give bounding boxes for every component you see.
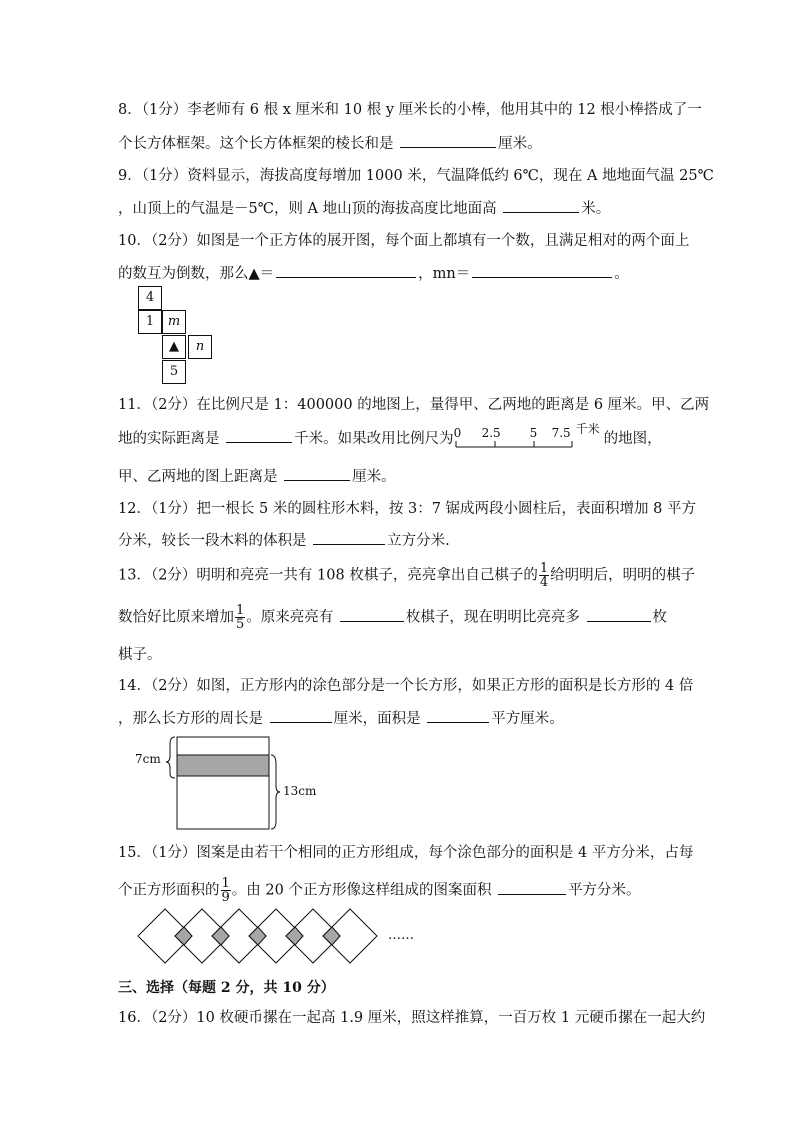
fraction: $\frac{1}{5}$ [236, 603, 245, 632]
q11-distance-blank[interactable] [226, 428, 292, 443]
q10-line2: 的数互为倒数，那么▲＝ ，mn＝ 。 [118, 263, 629, 284]
net-cell: 1 [138, 310, 162, 334]
cube-net-figure [138, 286, 218, 386]
net-cell: 4 [138, 286, 162, 310]
q13-liangliang-blank[interactable] [340, 607, 404, 622]
q14-line1: 14．（2分）如图，正方形内的涂色部分是一个长方形，如果正方形的面积是长方形的 4 倍 [118, 678, 694, 694]
q11-line2: 地的实际距离是 千米。如果改用比例尺为 0 2.5 5 7.5 千米 的地图， [118, 422, 662, 447]
net-cell: ▲ [162, 335, 186, 359]
q13-difference-blank[interactable] [587, 607, 651, 622]
scale-bar-lines [454, 429, 604, 449]
q8-line1: 8．（1分）李老师有 6 根 x 厘米和 10 根 y 厘米长的小棒，他用其中的 12 根小棒搭成了一 [118, 102, 702, 118]
q9-answer-blank[interactable] [503, 198, 579, 213]
diamond-pattern-figure [136, 906, 436, 970]
q13-line2: 数恰好比原来增加 $\frac{1}{5}$ 。原来亮亮有 枚棋子，现在明明比亮亮多 枚 [118, 603, 667, 632]
q8-answer-blank[interactable] [400, 133, 496, 148]
q12-volume-blank[interactable] [313, 530, 385, 545]
q9-line2: ，山顶上的气温是－5℃，则 A 地山顶的海拔高度比地面高 米。 [118, 198, 610, 219]
q14-perimeter-blank[interactable] [270, 708, 332, 723]
label-13cm: 13cm [283, 784, 317, 798]
q12-line2: 分米，较长一段木料的体积是 立方分米. [118, 530, 450, 551]
square-rectangle-figure [135, 734, 335, 834]
q13-line3: 棋子。 [118, 647, 162, 663]
scale-bar: 0 2.5 5 7.5 千米 [454, 429, 604, 449]
q14-area-blank[interactable] [427, 708, 489, 723]
q12-line1: 12．（1分）把一根长 5 米的圆柱形木料，按 3：7 锯成两段小圆柱后，表面积增加 8 平方 [118, 501, 696, 517]
q15-line2: 个正方形面积的 $\frac{1}{9}$ 。由 20 个正方形像这样组成的图案面积 平方分米。 [118, 876, 641, 905]
q13-line1: 13．（2分）明明和亮亮一共有 108 枚棋子，亮亮拿出自己棋子的 $\frac{1}{4}$ 给明明后，明明的棋子 [118, 561, 696, 590]
diamond-pattern [136, 906, 386, 970]
fraction: $\frac{1}{4}$ [539, 561, 549, 590]
q16-line1: 16．（2分）10 枚硬币摞在一起高 1.9 厘米，照这样推算，一百万枚 1 元硬币摞在一起大约 [118, 1010, 706, 1026]
q10-line1: 10．（2分）如图是一个正方体的展开图，每个面上都填有一个数，且满足相对的两个面上 [118, 233, 690, 249]
q11-line3: 甲、乙两地的图上距离是 厘米。 [118, 466, 396, 487]
q8-line2: 个长方体框架。这个长方体框架的棱长和是 厘米。 [118, 133, 542, 154]
pattern-ellipsis: …… [388, 928, 414, 943]
q10-mn-blank[interactable] [472, 263, 612, 278]
q9-line1: 9．（1分）资料显示，海拔高度每增加 1000 米，气温降低约 6℃，现在 A 地地面气温 25℃ [118, 168, 714, 184]
net-cell: n [188, 335, 212, 359]
q15-area-blank[interactable] [498, 880, 566, 895]
label-7cm: 7cm [135, 752, 161, 766]
net-cell: m [162, 310, 186, 334]
section-title: 三、选择（每题 2 分，共 10 分） [118, 980, 335, 996]
q11-line1: 11．（2分）在比例尺是 1：400000 的地图上，量得甲、乙两地的距离是 6 厘米。甲、乙两 [118, 397, 710, 413]
net-cell: 5 [162, 360, 186, 384]
q14-line2: ，那么长方形的周长是 厘米，面积是 平方厘米。 [118, 708, 564, 729]
q10-triangle-blank[interactable] [276, 263, 416, 278]
fraction: $\frac{1}{9}$ [221, 876, 230, 905]
q11-map-distance-blank[interactable] [284, 466, 350, 481]
q15-line1: 15．（1分）图案是由若干个相同的正方形组成，每个涂色部分的面积是 4 平方分米，占每 [118, 845, 694, 861]
